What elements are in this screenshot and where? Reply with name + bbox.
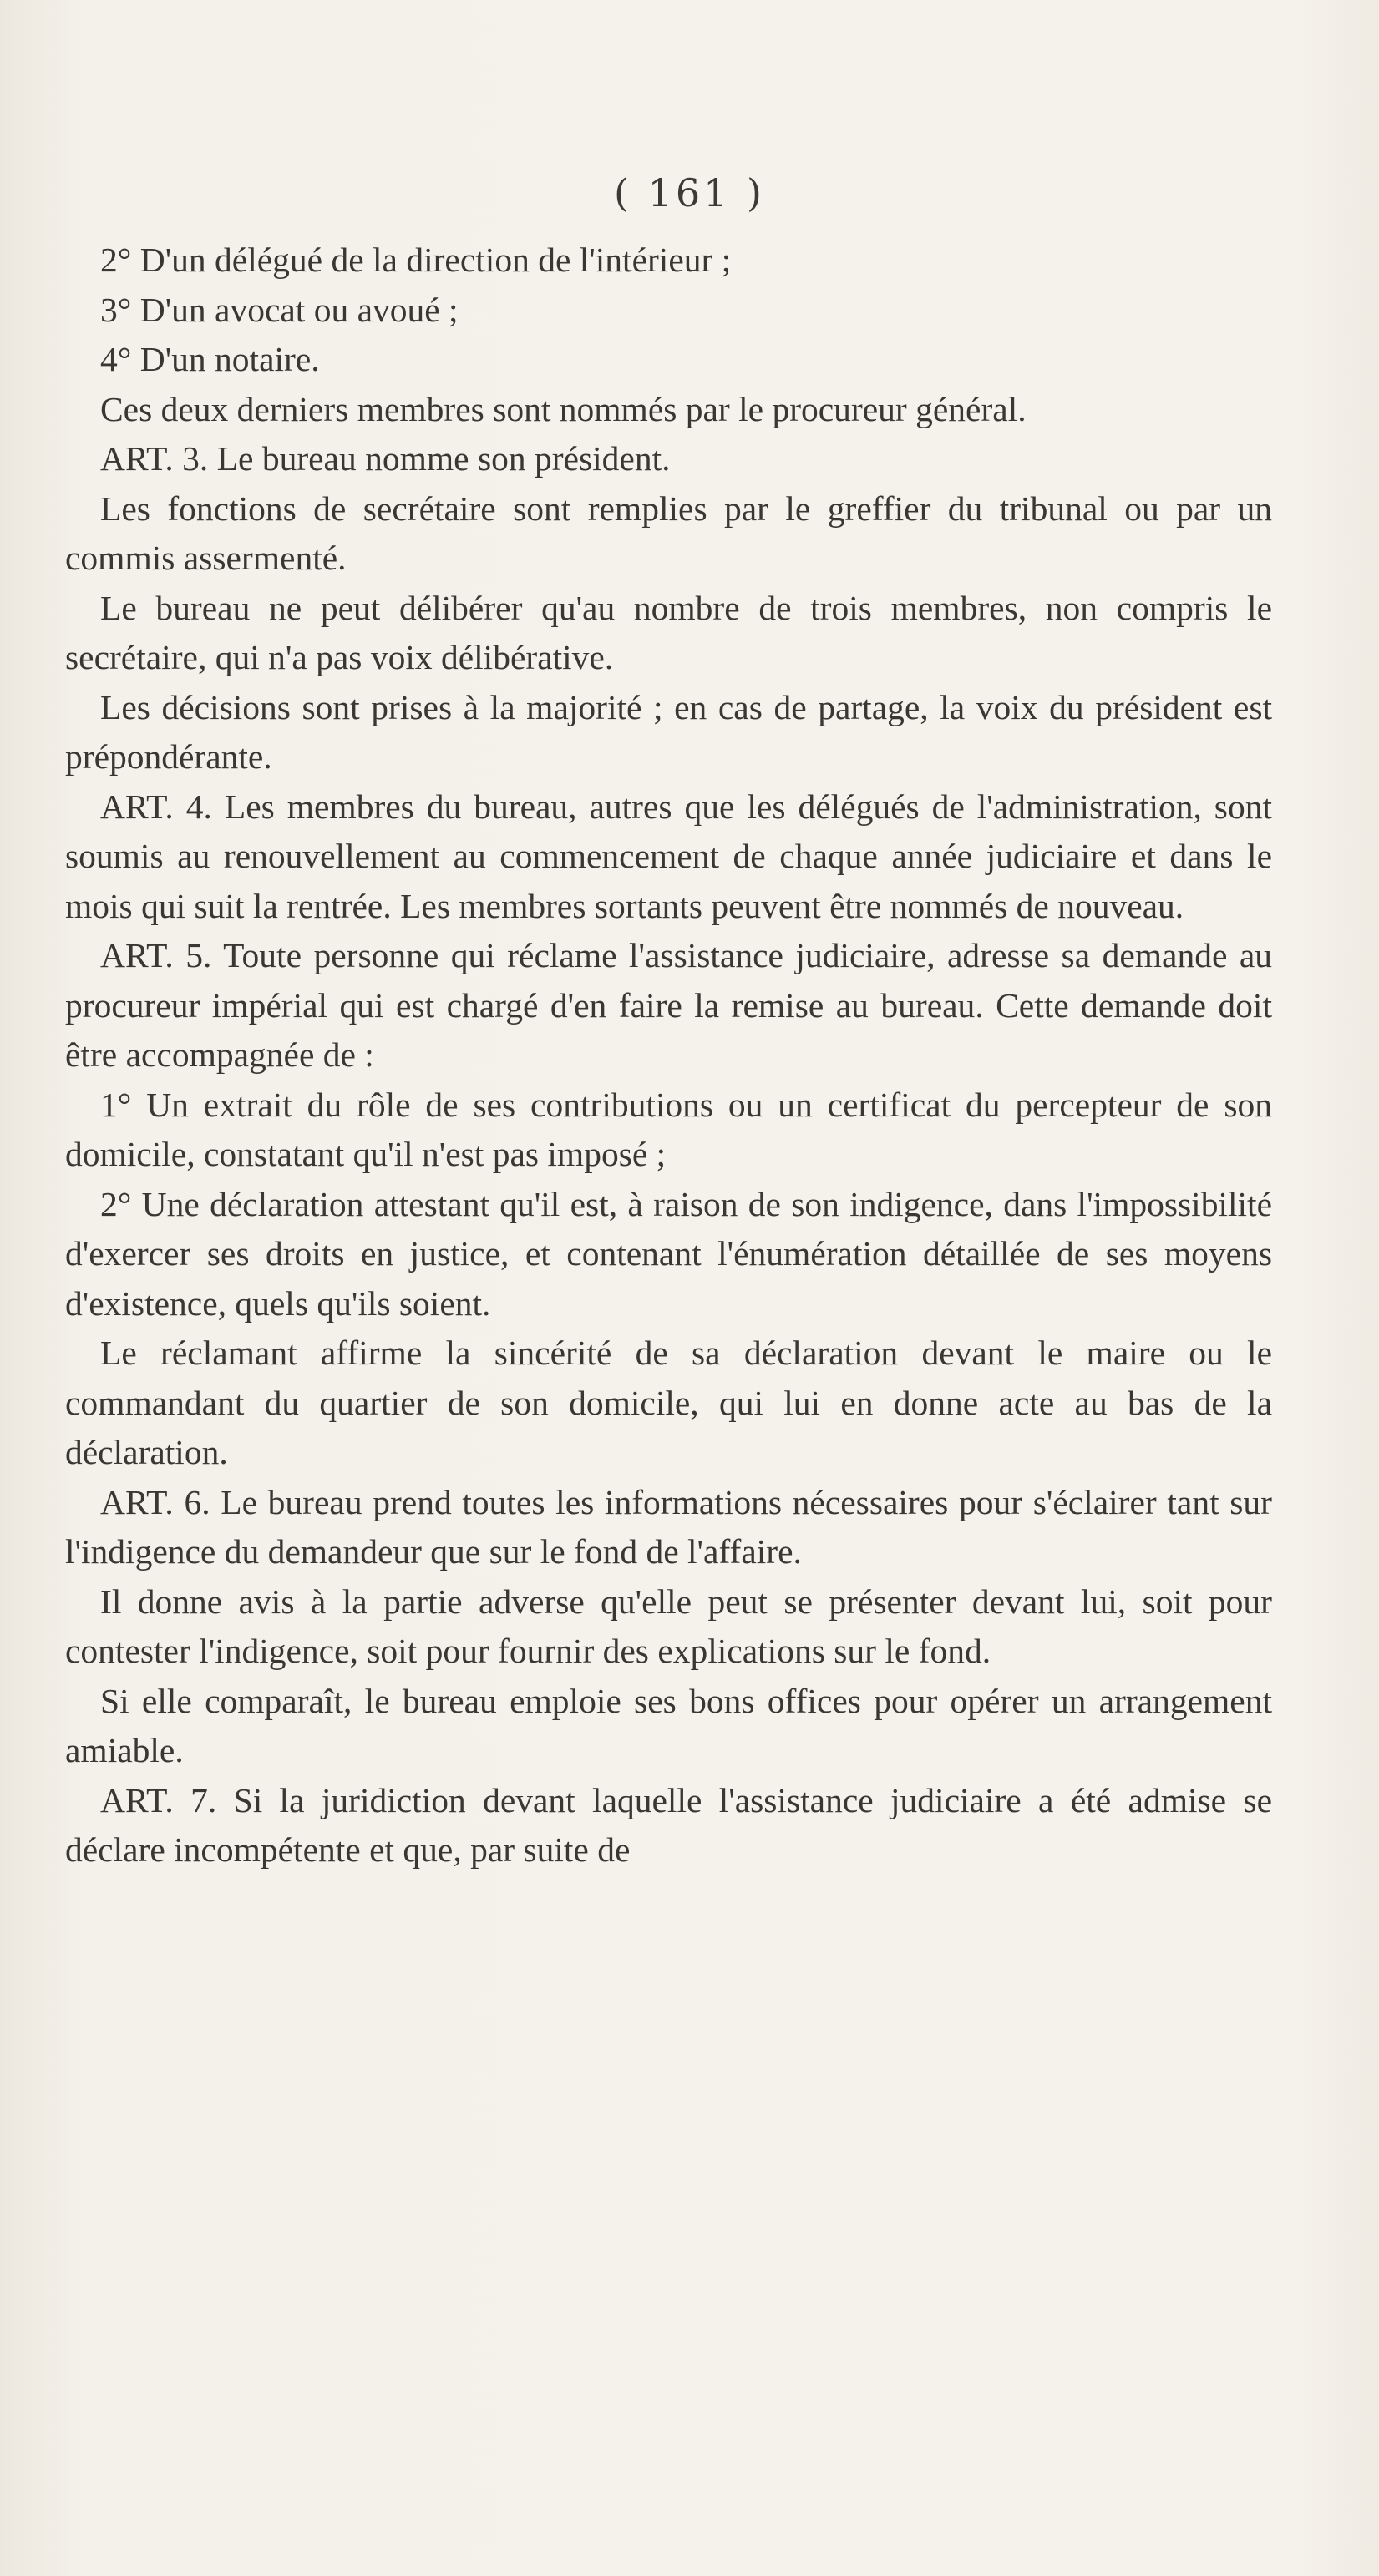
article-7: ART. 7. Si la juridiction devant laquelle l'assistance judiciaire a été admise se déclare incompétente et que, par suite de	[65, 1780, 1272, 1869]
paragraph-item-3: 3° D'un avocat ou avoué ;	[100, 290, 459, 329]
paragraph-avis: Il donne avis à la partie adverse qu'elle peut se présenter devant lui, soit pour contester l'indigence, soit pour fournir des explications sur le fond.	[65, 1582, 1272, 1670]
paragraph-decisions: Les décisions sont prises à la majorité ; en cas de partage, la voix du président est prépondérante.	[65, 687, 1272, 776]
paragraph-quorum: Le bureau ne peut délibérer qu'au nombre de trois membres, non compris le secrétaire, qui n'a pas voix délibérative.	[65, 588, 1272, 676]
paragraph-reclamant: Le réclamant affirme la sincérité de sa déclaration devant le maire ou le commandant du quartier de son domicile, qui lui en donne acte au bas de la déclaration.	[65, 1334, 1272, 1471]
paragraph-item-4: 4° D'un notaire.	[100, 340, 320, 378]
article-5: ART. 5. Toute personne qui réclame l'assistance judiciaire, adresse sa demande au procureur impérial qui est chargé d'en faire la remise au bureau. Cette demande doit être accompagnée de :	[65, 936, 1272, 1074]
paragraph-extrait-role: 1° Un extrait du rôle de ses contributions ou un certificat du percepteur de son domicile, constatant qu'il n'est pas imposé ;	[65, 1085, 1272, 1173]
paragraph-arrangement: Si elle comparaît, le bureau emploie ses bons offices pour opérer un arrangement amiable.	[65, 1681, 1272, 1769]
body-text	[65, 235, 1272, 1875]
paragraph-declaration: 2° Une déclaration attestant qu'il est, à raison de son indigence, dans l'impossibilité d'exercer ses droits en justice, et contenant l'énumération détaillée de ses moyens d'existence, quels qu'ils soient.	[65, 1184, 1272, 1323]
article-6: ART. 6. Le bureau prend toutes les informations nécessaires pour s'éclairer tant sur l'indigence du demandeur que sur le fond de l'affaire.	[65, 1482, 1272, 1571]
article-4: ART. 4. Les membres du bureau, autres que les délégués de l'administration, sont soumis au renouvellement au commencement de chaque année judiciaire et dans le mois qui suit la rentrée. Les membres sortants peuvent être nommés de nouveau.	[65, 787, 1272, 925]
article-3: ART. 3. Le bureau nomme son président.	[100, 439, 671, 478]
page-number: ( 161 )	[614, 170, 765, 215]
paragraph-item-2: 2° D'un délégué de la direction de l'intérieur ;	[100, 240, 732, 279]
paragraph-nomination: Ces deux derniers membres sont nommés par le procureur général.	[100, 389, 1027, 428]
paragraph-secretaire: Les fonctions de secrétaire sont remplies par le greffier du tribunal ou par un commis assermenté.	[65, 488, 1272, 577]
